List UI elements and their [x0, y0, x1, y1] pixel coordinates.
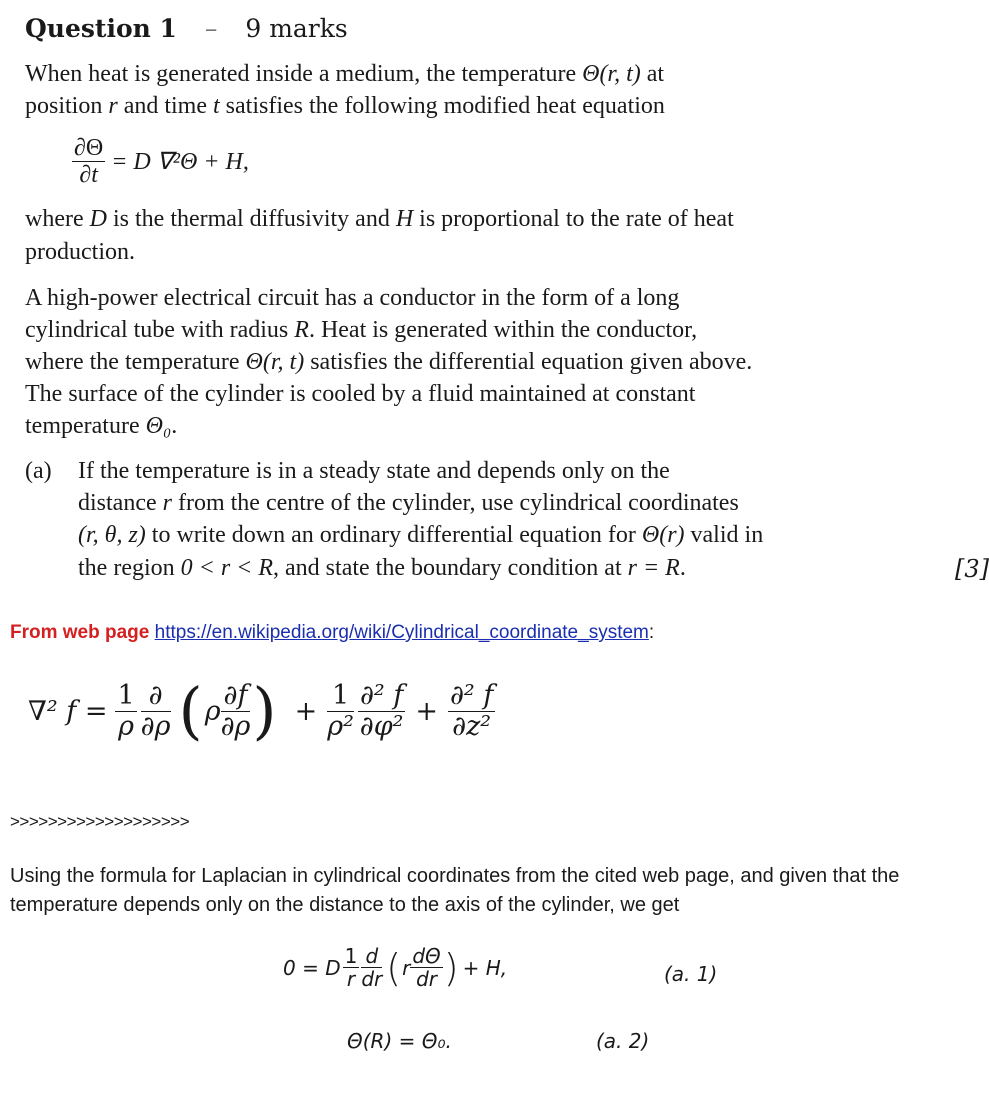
intro-text: is the thermal diffusivity and	[106, 206, 396, 232]
part-a-line-4	[78, 555, 686, 582]
lap-frac-3-den: ∂ρ	[220, 710, 251, 742]
var-D: D	[89, 206, 107, 232]
lap-frac-4	[327, 681, 354, 741]
lap-frac-4-num: 1	[327, 681, 354, 712]
lap-frac-3-num: ∂f	[221, 681, 251, 712]
lap-frac-6-den: ∂z²	[452, 710, 492, 742]
intro-text: where	[25, 206, 90, 232]
para2-line-2	[25, 317, 697, 344]
lap-frac-1	[115, 681, 136, 741]
lap-frac-5-den: ∂φ²	[359, 710, 404, 742]
part-a-text: valid in	[684, 522, 764, 548]
para2-text: cylindrical tube with radius	[25, 317, 295, 343]
part-a-text: .	[679, 555, 686, 581]
eq1-frac-1-den: r	[346, 967, 356, 991]
heat-eq-fraction	[72, 135, 105, 189]
web-reference	[10, 622, 654, 644]
laplacian-formula	[28, 674, 495, 747]
lap-frac-6-num: ∂² f	[449, 679, 494, 711]
web-prefix: From web page	[10, 622, 155, 643]
var-R: R	[294, 317, 309, 343]
para2-text: temperature	[25, 413, 146, 439]
lap-plus-1: +	[294, 695, 318, 727]
part-a-marks: [3]	[955, 555, 989, 583]
var-r: r	[162, 490, 172, 516]
intro-text: at	[640, 61, 665, 87]
eq1-r: r	[402, 955, 411, 980]
answer-line-2: temperature depends only on the distance to the axis of the cylinder, we get	[10, 894, 680, 916]
intro-text: production.	[25, 239, 135, 265]
intro-text: and time	[117, 93, 213, 119]
part-a-label	[25, 458, 52, 485]
heat-eq-numerator: ∂Θ	[74, 135, 104, 161]
para2-text: . Heat is generated within the conductor,	[308, 317, 698, 343]
web-suffix: :	[648, 622, 655, 643]
part-a-text: distance	[78, 490, 163, 516]
part-label: (a)	[25, 458, 52, 484]
question-title: Question 1	[25, 14, 177, 43]
para2-line-3	[25, 349, 752, 376]
part-a-line-3	[78, 522, 763, 549]
var-t: t	[213, 93, 220, 119]
intro-text: satisfies the following modified heat equation	[219, 93, 665, 119]
para2-line-5	[25, 413, 177, 440]
var-H: H	[395, 206, 414, 232]
eq1-frac-2	[361, 945, 382, 990]
equation-a1-label: (a. 1)	[664, 962, 718, 986]
para2-line-4	[25, 381, 695, 408]
para2-text: where the temperature	[25, 349, 246, 375]
eq1-frac-2-den: dr	[361, 967, 383, 991]
heat-eq-rhs: = D ∇²Θ + H,	[111, 149, 249, 176]
intro-line-4	[25, 239, 135, 266]
equation-a2: Θ(R) = Θ₀.	[347, 1029, 452, 1053]
question-dash: –	[204, 14, 218, 43]
theta-rt: Θ(r, t)	[582, 61, 641, 87]
heat-eq-denominator: ∂t	[79, 162, 98, 189]
answer-line-1: Using the formula for Laplacian in cylindrical coordinates from the cited web page, and given that the	[10, 865, 900, 887]
para2-text: .	[171, 413, 178, 439]
theta-rt: Θ(r, t)	[245, 349, 305, 375]
para2-text: satisfies the differential equation given above.	[304, 349, 753, 375]
eq1-paren-open: (	[386, 945, 402, 990]
part-a-text: If the temperature is in a steady state and depends only on the	[78, 458, 670, 484]
web-link[interactable]: https://en.wikipedia.org/wiki/Cylindrical_coordinate_system	[154, 622, 649, 643]
separator: >>>>>>>>>>>>>>>>>>>	[10, 812, 190, 831]
equation-a2-label: (a. 2)	[596, 1029, 650, 1053]
lap-frac-1-num: 1	[117, 679, 135, 711]
eq1-frac-1	[343, 945, 360, 990]
lap-frac-2-den: ∂ρ	[140, 710, 171, 742]
lap-rho: ρ	[204, 695, 221, 727]
eq1-frac-1-num: 1	[344, 944, 358, 968]
lap-frac-4-den: ρ²	[327, 710, 354, 742]
eq1-lhs: 0 = D	[283, 955, 341, 980]
part-a-line-2	[78, 490, 739, 517]
para2-text: A high-power electrical circuit has a conductor in the form of a long	[25, 285, 680, 311]
theta-r: Θ(r)	[641, 522, 685, 548]
part-a-text: from the centre of the cylinder, use cylindrical coordinates	[171, 490, 739, 516]
lap-frac-5-num: ∂² f	[359, 679, 404, 711]
intro-line-2	[25, 93, 665, 120]
intro-text: is proportional to the rate of heat	[413, 206, 734, 232]
para2-line-1	[25, 285, 679, 312]
eq1-frac-2-num: d	[361, 945, 382, 968]
equation-a1	[283, 945, 507, 990]
lap-frac-3	[221, 681, 251, 741]
region-inequality: 0 < r < R	[180, 555, 274, 581]
laplacian-lhs: ∇² f =	[28, 695, 108, 727]
part-a-text: , and state the boundary condition at	[273, 555, 628, 581]
part-a-line-1	[78, 458, 670, 485]
question-marks: 9 marks	[245, 14, 348, 43]
var-r: r	[108, 93, 118, 119]
para2-text: The surface of the cylinder is cooled by a fluid maintained at constant	[25, 381, 696, 407]
boundary-condition: r = R	[627, 555, 680, 581]
heat-equation	[72, 135, 249, 189]
theta-0: Θ₀	[145, 413, 172, 439]
lap-frac-2-num: ∂	[141, 681, 171, 712]
lap-frac-5	[358, 681, 405, 741]
part-a-text: to write down an ordinary differential equation for	[145, 522, 642, 548]
question-header	[25, 14, 348, 43]
lap-frac-2	[141, 681, 171, 741]
eq1-frac-3-den: dr	[416, 967, 437, 991]
lap-frac-1-den: ρ	[118, 710, 134, 742]
part-a-text: the region	[78, 555, 181, 581]
lap-frac-6	[448, 681, 495, 741]
eq1-rhs: + H,	[462, 955, 508, 980]
intro-text: When heat is generated inside a medium, the temperature	[25, 61, 583, 87]
intro-line-1	[25, 61, 664, 88]
intro-line-3	[25, 206, 734, 233]
intro-text: position	[25, 93, 109, 119]
eq1-paren-close: )	[443, 945, 459, 990]
lap-paren-open: (	[178, 674, 203, 747]
lap-paren-close: )	[252, 674, 277, 747]
eq1-frac-3	[410, 945, 442, 990]
lap-plus-2: +	[415, 695, 438, 727]
eq1-frac-3-num: dΘ	[412, 944, 441, 968]
coords-tuple: (r, θ, z)	[78, 522, 146, 548]
